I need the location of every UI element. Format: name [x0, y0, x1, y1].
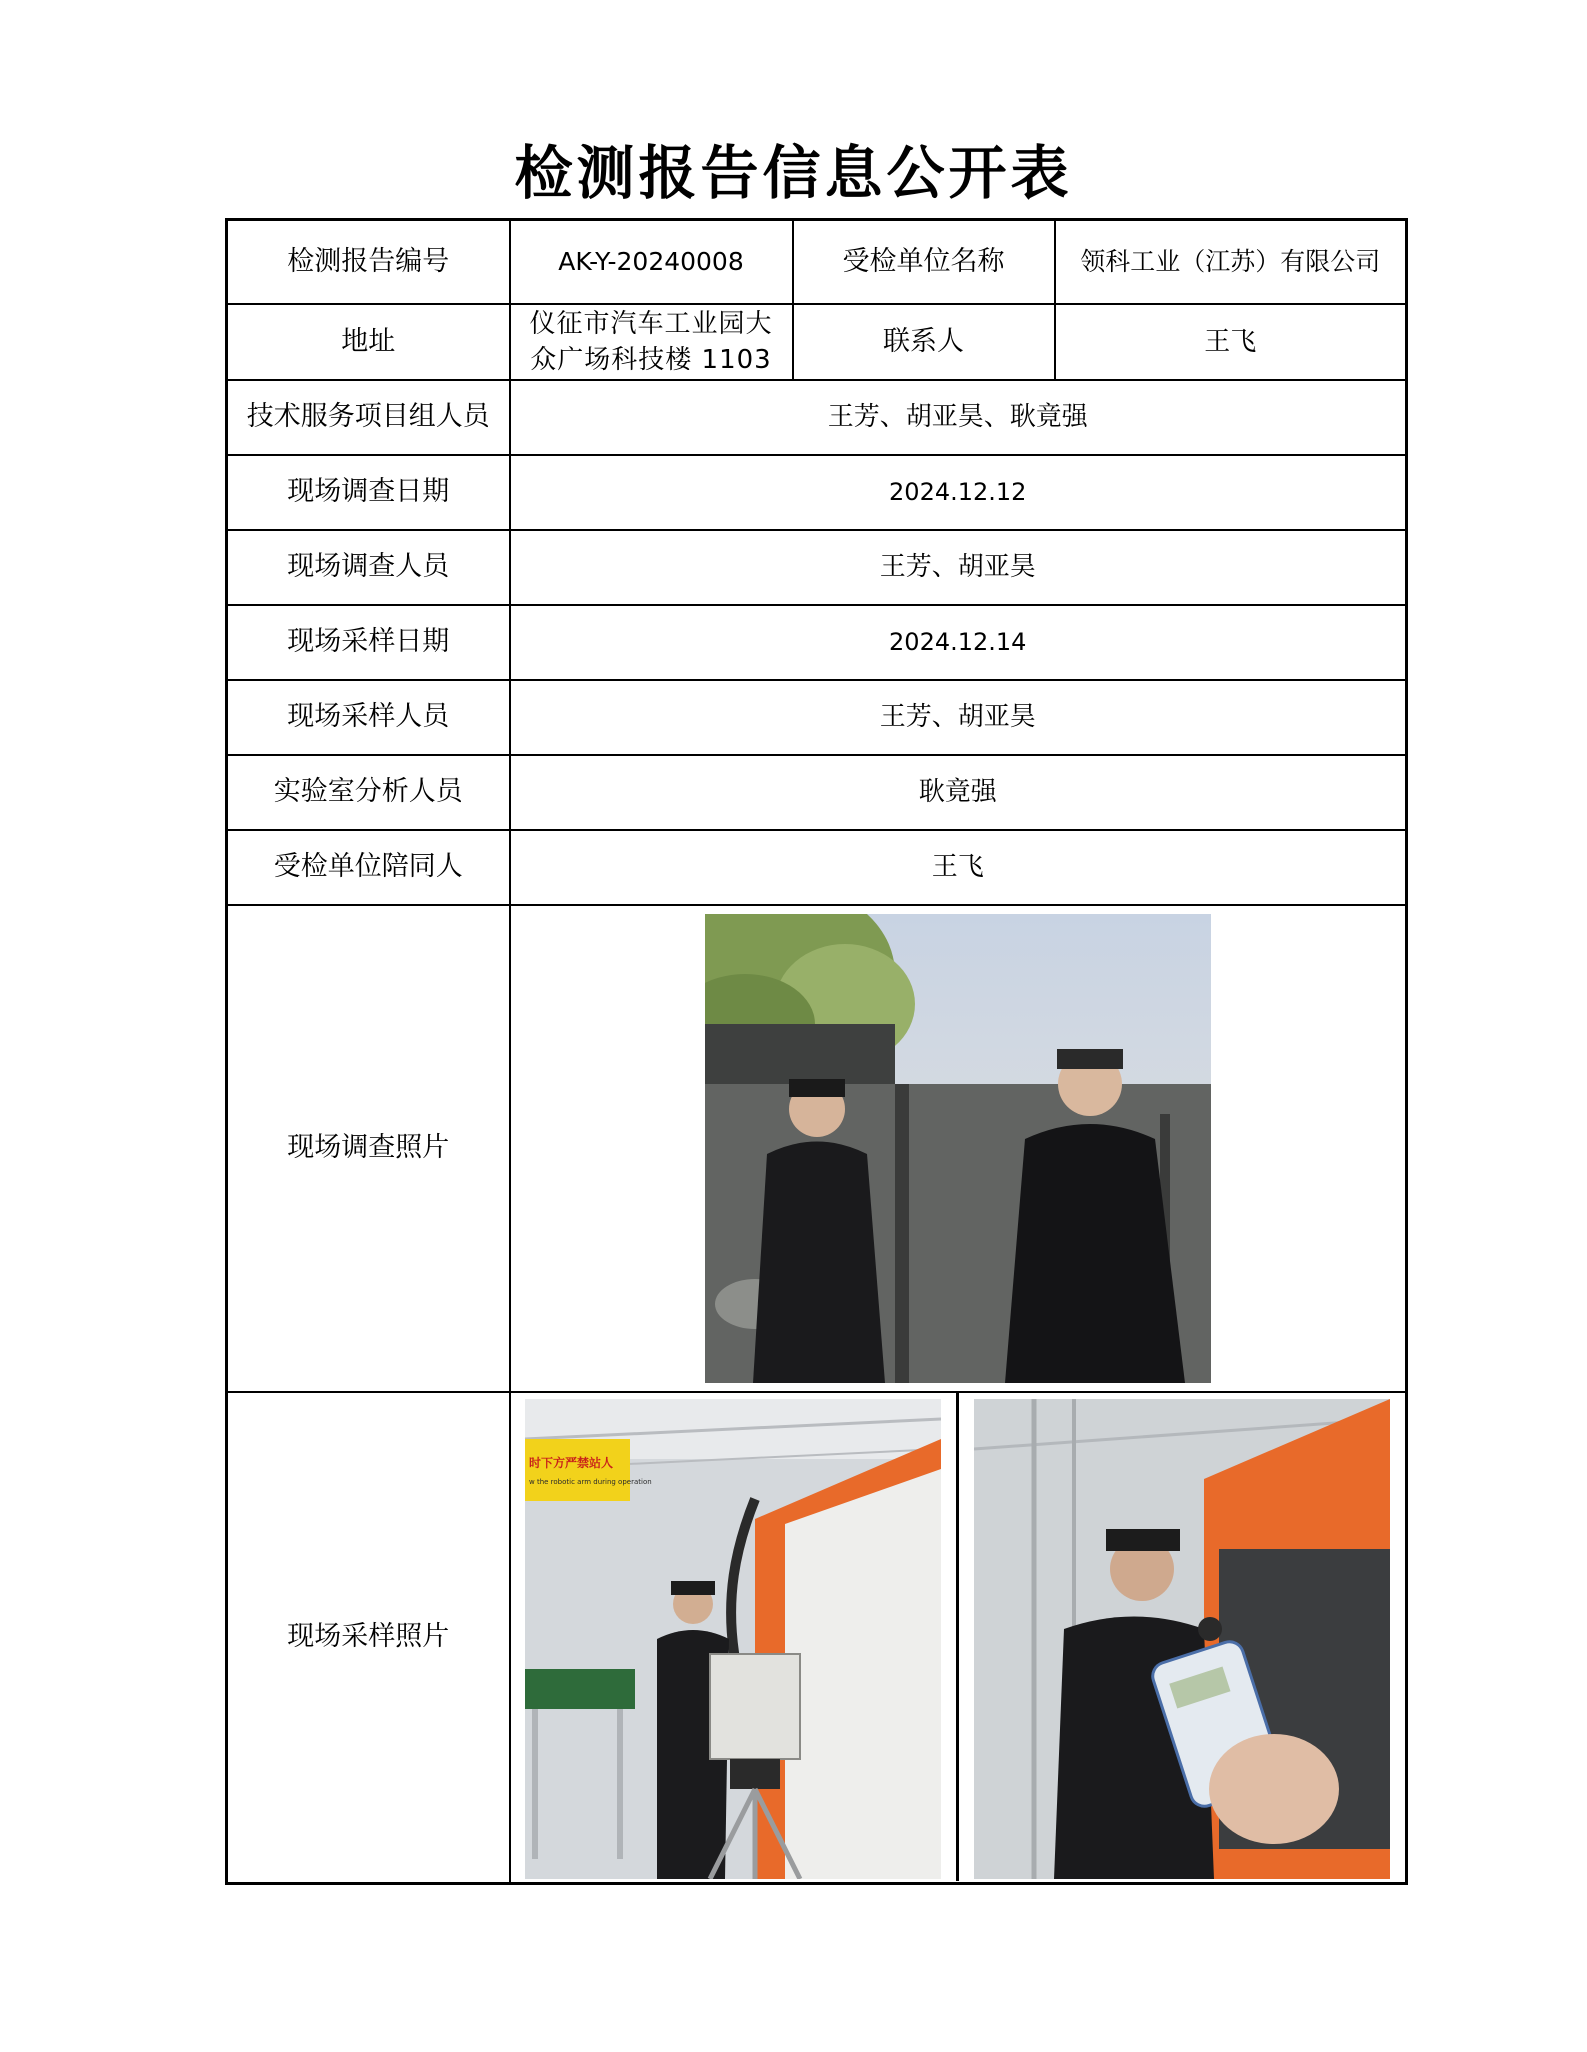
- sampling-photo-right-cell: [956, 1393, 1405, 1881]
- table-row: [227, 220, 1407, 304]
- sampling-photos: [511, 1393, 1406, 1881]
- warning-sign-text: 时下方严禁站人: [529, 1456, 614, 1471]
- table-row: [227, 530, 1407, 605]
- table-row: [227, 605, 1407, 680]
- sampling-date-label: 现场采样日期: [227, 605, 510, 680]
- sampling-photo-cell: [510, 1392, 1407, 1884]
- table-row: [227, 755, 1407, 830]
- address-line-2: 众广场科技楼 1103: [530, 344, 772, 375]
- team-label: 技术服务项目组人员: [227, 380, 510, 455]
- sampling-staff-value: 王芳、胡亚昊: [510, 680, 1407, 755]
- survey-photo-image: [705, 914, 1211, 1383]
- escort-label: 受检单位陪同人: [227, 830, 510, 905]
- info-table: [225, 218, 1408, 1885]
- table-row: [227, 455, 1407, 530]
- contact-value: 王飞: [1055, 304, 1407, 380]
- sampling-date-value: 2024.12.14: [510, 605, 1407, 680]
- page-title: 检测报告信息公开表: [514, 139, 1073, 207]
- table-row: [227, 380, 1407, 455]
- sampling-photo-left-image: [525, 1399, 941, 1879]
- sampling-staff-label: 现场采样人员: [227, 680, 510, 755]
- survey-date-value: 2024.12.12: [510, 455, 1407, 530]
- unit-name-value: 领科工业（江苏）有限公司: [1055, 220, 1407, 304]
- survey-photo-cell: [510, 905, 1407, 1392]
- survey-photo-label: 现场调查照片: [227, 905, 510, 1392]
- table-row: [227, 680, 1407, 755]
- sampling-photo-right: [974, 1399, 1390, 1879]
- unit-name-label: 受检单位名称: [793, 220, 1055, 304]
- sampling-photo-left: [525, 1399, 941, 1879]
- table-row: [227, 304, 1407, 380]
- table-row: [227, 830, 1407, 905]
- lab-staff-label: 实验室分析人员: [227, 755, 510, 830]
- table-row: [227, 1392, 1407, 1884]
- contact-label: 联系人: [793, 304, 1055, 380]
- sampling-photo-label: 现场采样照片: [227, 1392, 510, 1884]
- report-number-value: AK-Y-20240008: [510, 220, 793, 304]
- sampling-photo-left-cell: [511, 1393, 957, 1881]
- survey-staff-label: 现场调查人员: [227, 530, 510, 605]
- address-line-1: 仪征市汽车工业园大: [529, 308, 773, 339]
- escort-value: 王飞: [510, 830, 1407, 905]
- address-label: 地址: [227, 304, 510, 380]
- report-number-label: 检测报告编号: [227, 220, 510, 304]
- lab-staff-value: 耿竟强: [510, 755, 1407, 830]
- table-row: [227, 905, 1407, 1392]
- warning-sign-subtext: w the robotic arm during operation: [529, 1478, 653, 1487]
- survey-staff-value: 王芳、胡亚昊: [510, 530, 1407, 605]
- team-value: 王芳、胡亚昊、耿竟强: [510, 380, 1407, 455]
- sampling-photo-right-image: [974, 1399, 1390, 1879]
- survey-photo: [705, 914, 1211, 1383]
- survey-date-label: 现场调查日期: [227, 455, 510, 530]
- address-value: [510, 304, 793, 380]
